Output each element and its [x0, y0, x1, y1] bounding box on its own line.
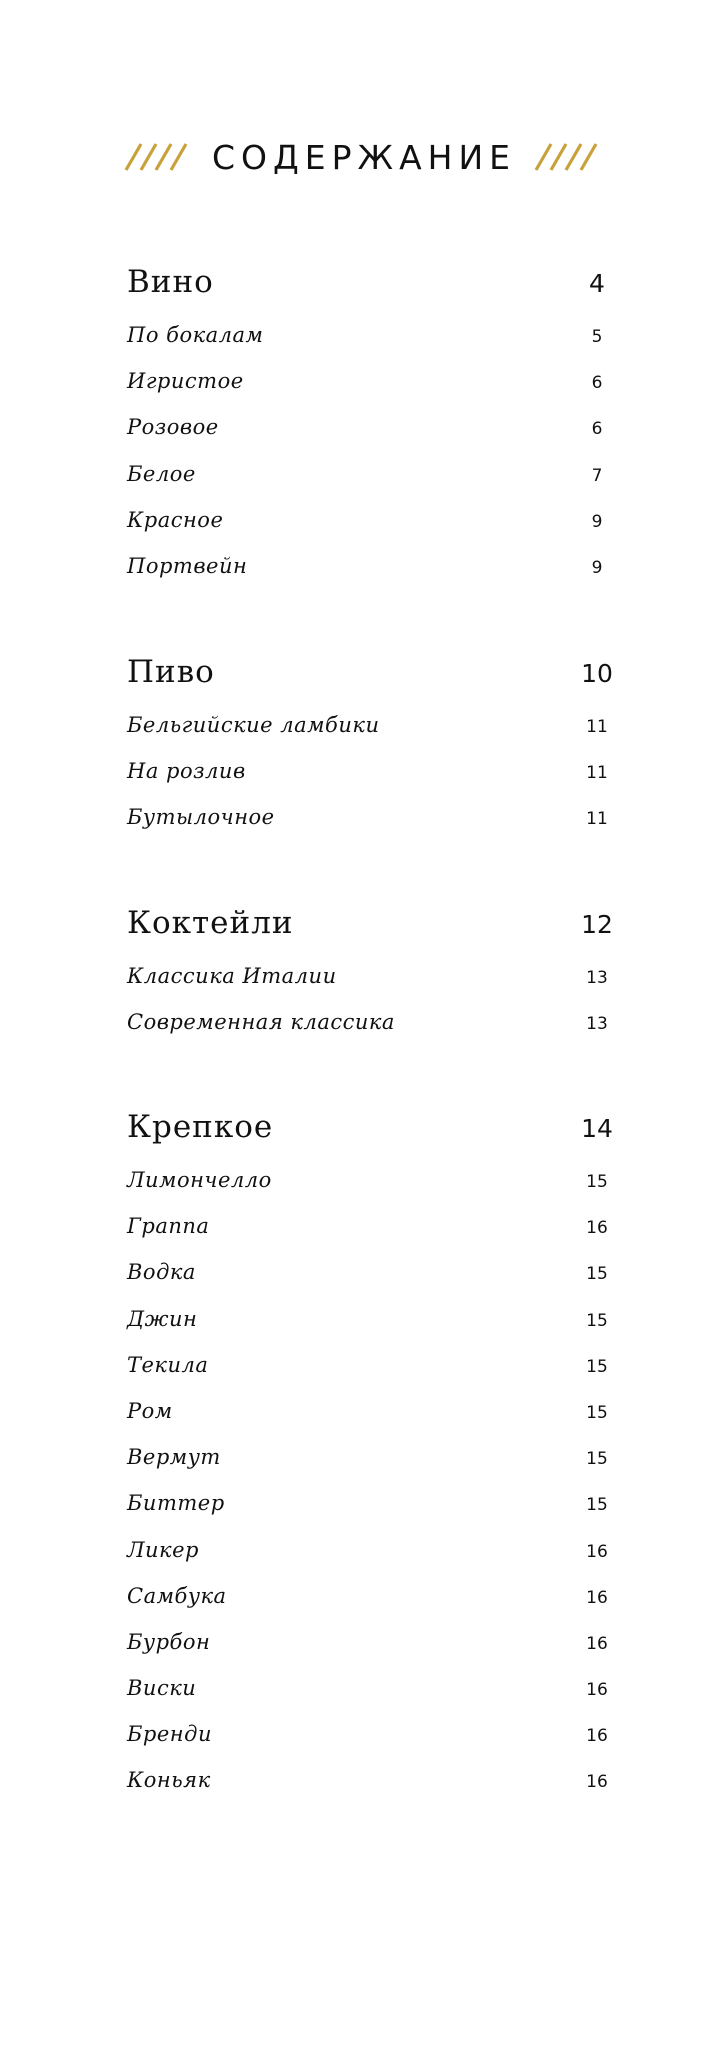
toc-item-page: 13: [586, 1014, 608, 1035]
toc-item-page: 6: [591, 419, 603, 440]
section-page-number: 12: [581, 910, 613, 939]
toc-item: [127, 1203, 608, 1249]
toc-item-page: 16: [586, 1541, 608, 1562]
toc-item: [127, 1711, 608, 1757]
section-wine: [127, 264, 605, 589]
toc-item-label: Виски: [127, 1676, 197, 1701]
toc-item: [127, 794, 608, 840]
toc-item: [127, 748, 608, 794]
toc-item-page: 7: [591, 465, 603, 486]
section-cocktails: [127, 905, 613, 1045]
toc-item-page: 16: [586, 1680, 608, 1701]
toc-item-label: Самбука: [127, 1583, 227, 1608]
section-heading: [127, 905, 613, 953]
toc-item: [127, 1757, 608, 1803]
toc-item-page: 16: [586, 1726, 608, 1747]
section-page-number: 10: [581, 659, 613, 688]
toc-item-page: 15: [586, 1402, 608, 1423]
toc-item: [127, 999, 608, 1045]
toc-item-label: Бурбон: [127, 1629, 211, 1654]
toc-item-label: Бренди: [127, 1722, 212, 1747]
toc-item-page: 16: [586, 1633, 608, 1654]
toc-item-label: Граппа: [127, 1214, 210, 1239]
toc-item: [127, 404, 605, 450]
toc-item: [127, 543, 605, 589]
toc-item-label: Биттер: [127, 1491, 225, 1516]
toc-item-label: Красное: [127, 507, 224, 532]
toc-item: [127, 953, 608, 999]
toc-item-label: Ром: [127, 1398, 173, 1423]
toc-item-label: Бутылочное: [127, 805, 275, 830]
toc-item-label: Белое: [127, 461, 196, 486]
toc-item-page: 16: [586, 1218, 608, 1239]
section-beer: [127, 654, 613, 841]
toc-item-page: 9: [591, 557, 603, 578]
toc-item: [127, 1296, 608, 1342]
section-title: Пиво: [127, 654, 215, 690]
toc-item-page: 15: [586, 1495, 608, 1516]
toc-item: [127, 1434, 608, 1480]
toc-item-label: Коньяк: [127, 1768, 211, 1793]
toc-item-page: 15: [586, 1356, 608, 1377]
right-slashes-decoration: [532, 143, 602, 171]
toc-item: [127, 702, 608, 748]
toc-item-label: Ликер: [127, 1537, 199, 1562]
toc-item-label: Джин: [127, 1306, 198, 1331]
toc-item-page: 11: [586, 717, 608, 737]
toc-item-page: 15: [586, 1172, 608, 1192]
left-slashes-decoration: [122, 143, 192, 171]
section-page-number: 14: [581, 1114, 613, 1143]
section-page-number: 4: [589, 269, 605, 298]
toc-item-label: Портвейн: [127, 553, 248, 578]
toc-item: [127, 1157, 608, 1203]
toc-item-page: 16: [586, 1587, 608, 1608]
toc-item-label: Игристое: [127, 369, 244, 394]
section-title: Крепкое: [127, 1109, 274, 1145]
toc-item: [127, 1388, 608, 1434]
toc-item-page: 15: [586, 1310, 608, 1331]
toc-item-page: 5: [591, 327, 603, 347]
toc-item-page: 11: [586, 809, 608, 830]
toc-item-page: 15: [586, 1264, 608, 1285]
toc-item: [127, 497, 605, 543]
toc-item-label: Лимончелло: [127, 1168, 272, 1192]
section-heading: [127, 1109, 613, 1157]
toc-item: [127, 1619, 608, 1665]
toc-item-label: Водка: [127, 1260, 196, 1285]
section-heading: [127, 264, 605, 312]
toc-item: [127, 451, 605, 497]
section-title: Коктейли: [127, 905, 294, 941]
toc-item-label: Вермут: [127, 1445, 221, 1470]
toc-item: [127, 1665, 608, 1711]
toc-item: [127, 358, 605, 404]
contents-header: [0, 132, 724, 182]
toc-item-page: 11: [586, 763, 608, 784]
toc-item: [127, 1249, 608, 1295]
toc-item-page: 15: [586, 1449, 608, 1470]
toc-item-page: 6: [591, 373, 603, 394]
toc-item-page: 16: [586, 1772, 608, 1793]
page-title: СОДЕРЖАНИЕ: [211, 137, 517, 177]
toc-item-label: Текила: [127, 1352, 209, 1377]
toc-item-label: Современная классика: [127, 1010, 395, 1035]
section-title: Вино: [127, 264, 214, 300]
section-heading: [127, 654, 613, 702]
toc-item-label: Бельгийские ламбики: [127, 713, 380, 737]
toc-item-label: Розовое: [127, 415, 219, 440]
toc-item: [127, 1342, 608, 1388]
toc-item: [127, 1480, 608, 1526]
toc-item: [127, 312, 605, 358]
toc-item: [127, 1573, 608, 1619]
toc-item: [127, 1527, 608, 1573]
toc-item-page: 13: [586, 968, 608, 988]
toc-item-label: На розлив: [127, 759, 246, 784]
toc-item-label: По бокалам: [127, 323, 264, 347]
toc-item-page: 9: [591, 511, 603, 532]
toc-item-label: Классика Италии: [127, 964, 337, 988]
section-spirits: [127, 1109, 613, 1804]
